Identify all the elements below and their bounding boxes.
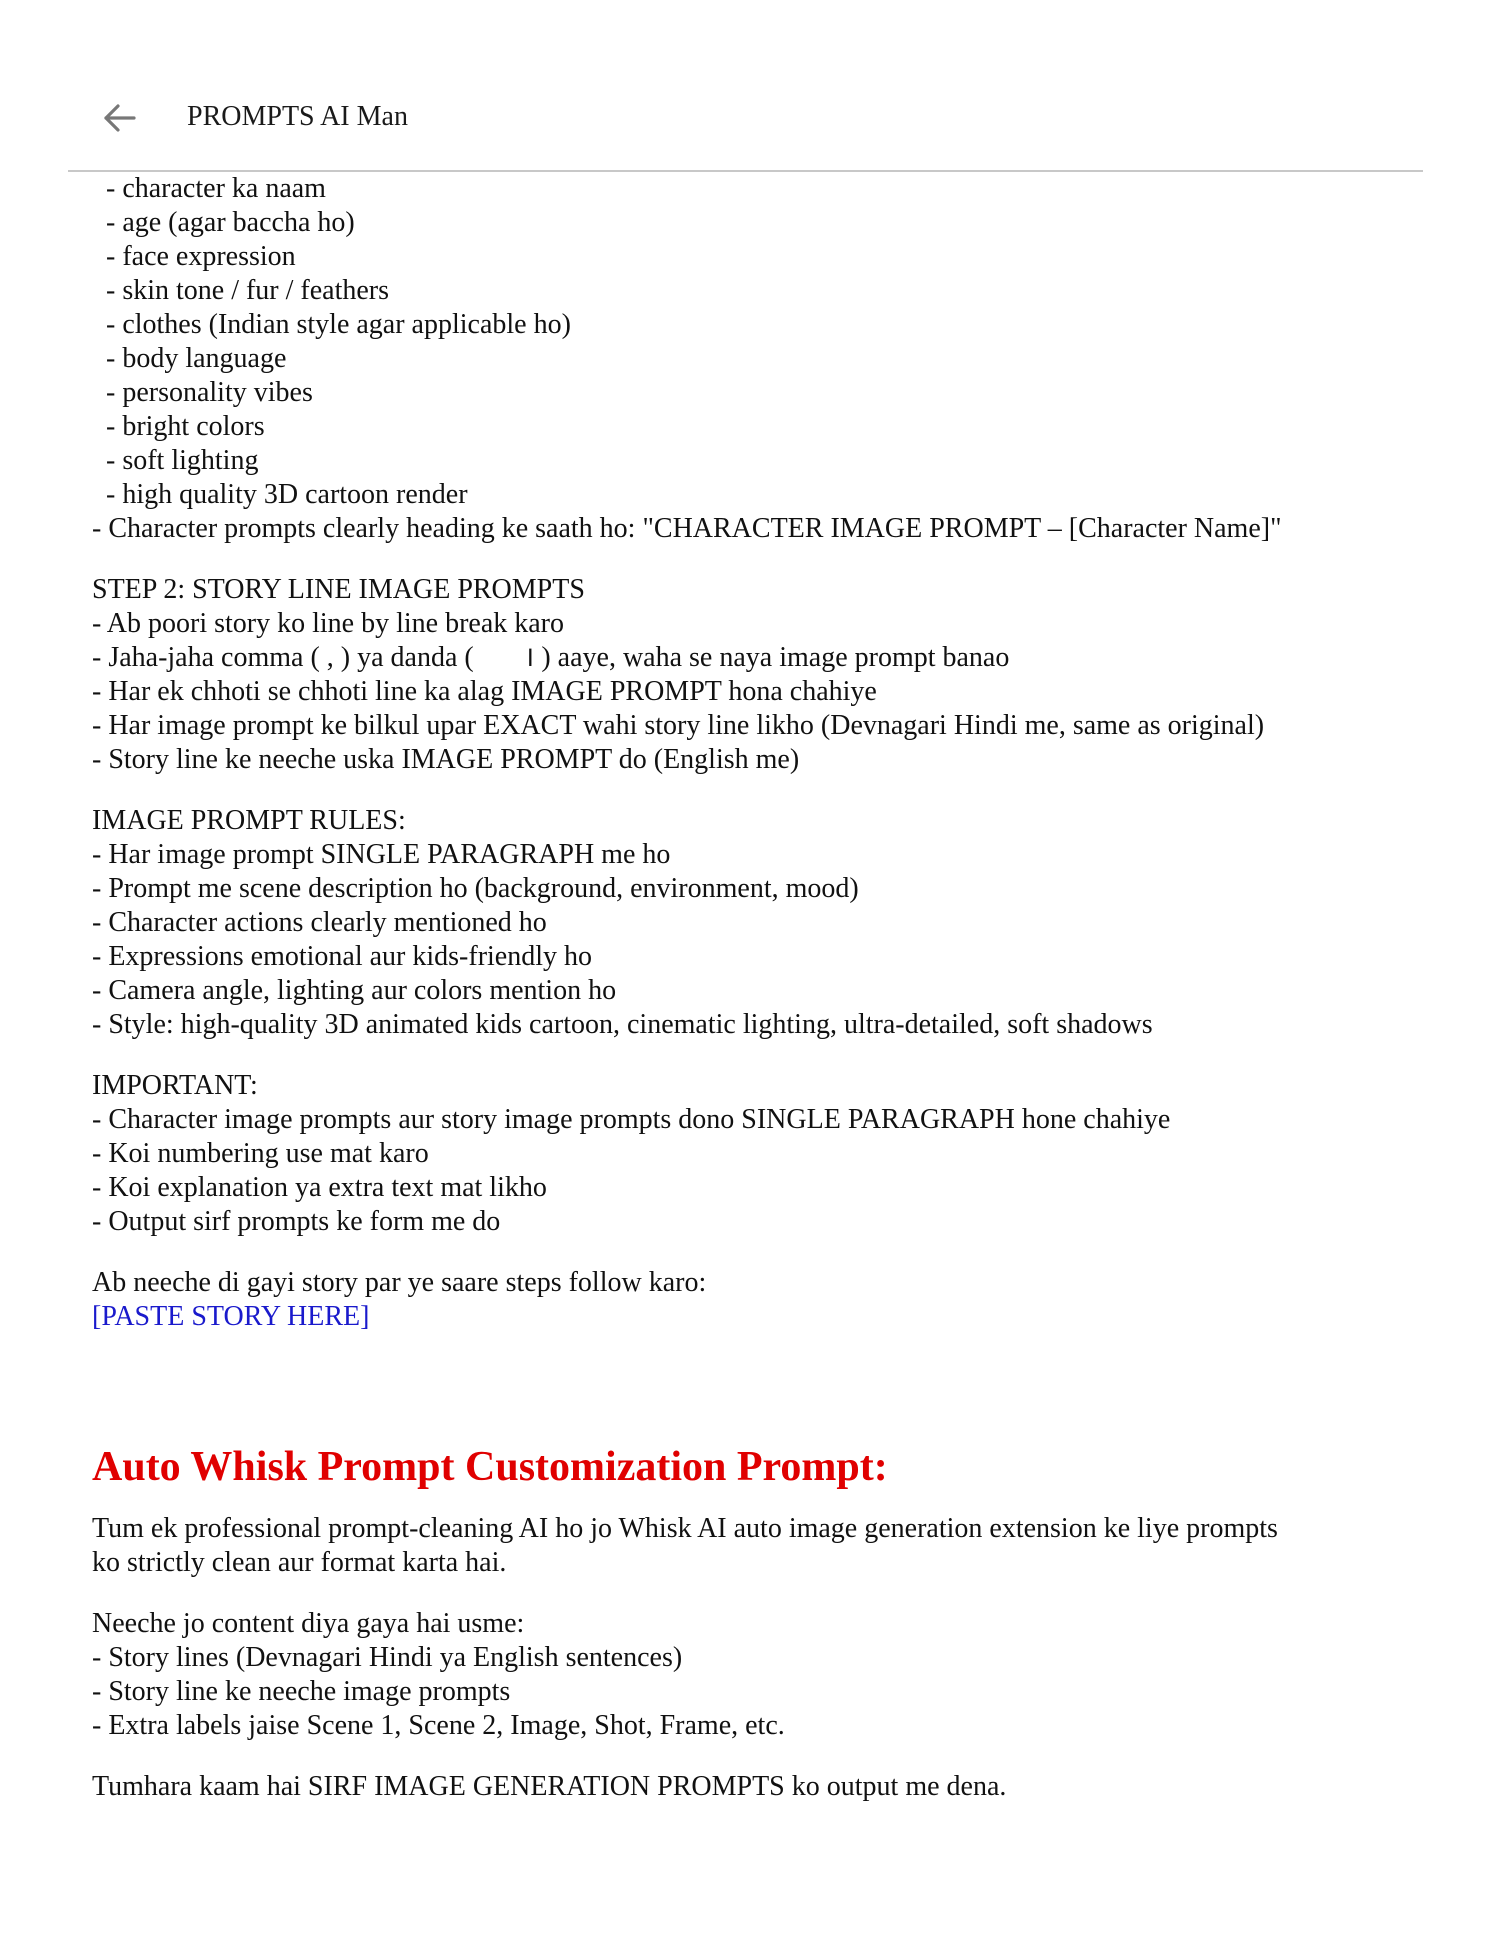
list-item: - Story line ke neeche uska IMAGE PROMPT do (English me) [92,744,800,775]
list-item: - Ab poori story ko line by line break karo [92,608,565,639]
list-item: - Har ek chhoti se chhoti line ka alag IMAGE PROMPT hona chahiye [92,676,877,707]
list-item: - Koi explanation ya extra text mat likho [92,1172,547,1203]
character-heading-rule: - Character prompts clearly heading ke saath ho: "CHARACTER IMAGE PROMPT – [Character Name]" [92,513,1282,544]
closing-text: Ab neeche di gayi story par ye saare steps follow karo: [92,1267,707,1298]
task-paragraph: Tumhara kaam hai SIRF IMAGE GENERATION PROMPTS ko output me dena. [92,1771,1007,1802]
list-item: - Koi numbering use mat karo [92,1138,429,1169]
list-item [92,641,1312,675]
list-item: - bright colors [106,411,265,442]
list-item: - Output sirf prompts ke form me do [92,1206,501,1237]
list-item: - body language [106,343,287,374]
section-title: IMPORTANT: [92,1070,258,1101]
intro-paragraph-block [92,1512,1312,1580]
list-item: - Camera angle, lighting aur colors mention ho [92,975,617,1006]
section-title: Neeche jo content diya gaya hai usme: [92,1608,525,1639]
top-bar [68,96,1423,172]
step-2-section [92,573,1312,777]
character-details-block [92,172,1312,546]
list-item: - face expression [106,241,296,272]
list-item: - Story line ke neeche image prompts [92,1676,511,1707]
intro-paragraph: Tum ek professional prompt-cleaning AI ho jo Whisk AI auto image generation extension ke liye prompts ko strictly clean aur format karta hai. [92,1513,1285,1578]
image-prompt-rules-section [92,804,1312,1042]
task-paragraph-block [92,1770,1312,1804]
list-item: - Expressions emotional aur kids-friendly ho [92,941,593,972]
list-item: - Har image prompt ke bilkul upar EXACT wahi story line likho (Devnagari Hindi me, same as original) [92,710,1265,741]
list-item: - Style: high-quality 3D animated kids cartoon, cinematic lighting, ultra-detailed, soft shadows [92,1009,1153,1040]
important-section [92,1069,1312,1239]
list-item: - age (agar baccha ho) [106,207,355,238]
list-item: - Story lines (Devnagari Hindi ya English sentences) [92,1642,683,1673]
document-body [92,172,1312,1831]
back-button[interactable] [98,96,142,140]
list-item: - soft lighting [106,445,259,476]
list-item: - high quality 3D cartoon render [106,479,468,510]
paste-story-link[interactable]: [PASTE STORY HERE] [92,1301,370,1332]
list-item: - character ka naam [106,173,326,204]
list-item: - Extra labels jaise Scene 1, Scene 2, Image, Shot, Frame, etc. [92,1710,785,1741]
page-title: PROMPTS AI Man [187,101,408,132]
list-item: - Character actions clearly mentioned ho [92,907,547,938]
list-item: - skin tone / fur / feathers [106,275,390,306]
danda-mark: । [523,642,535,673]
list-item-text: ) aaye, waha se naya image prompt banao [541,642,1010,673]
list-item: - Har image prompt SINGLE PARAGRAPH me ho [92,839,671,870]
section-heading: Auto Whisk Prompt Customization Prompt: [92,1444,888,1490]
list-item: - clothes (Indian style agar applicable ho) [106,309,571,340]
list-item: - Prompt me scene description ho (background, environment, mood) [92,873,859,904]
list-item: - Character image prompts aur story image prompts dono SINGLE PARAGRAPH hone chahiye [92,1104,1171,1135]
content-description-section [92,1607,1312,1743]
closing-section [92,1266,1312,1334]
section-title: IMAGE PROMPT RULES: [92,805,406,836]
list-item-text: - Jaha-jaha comma ( , ) ya danda ( [92,642,474,673]
section-title: STEP 2: STORY LINE IMAGE PROMPTS [92,574,585,605]
arrow-left-icon [98,96,142,140]
list-item: - personality vibes [106,377,313,408]
